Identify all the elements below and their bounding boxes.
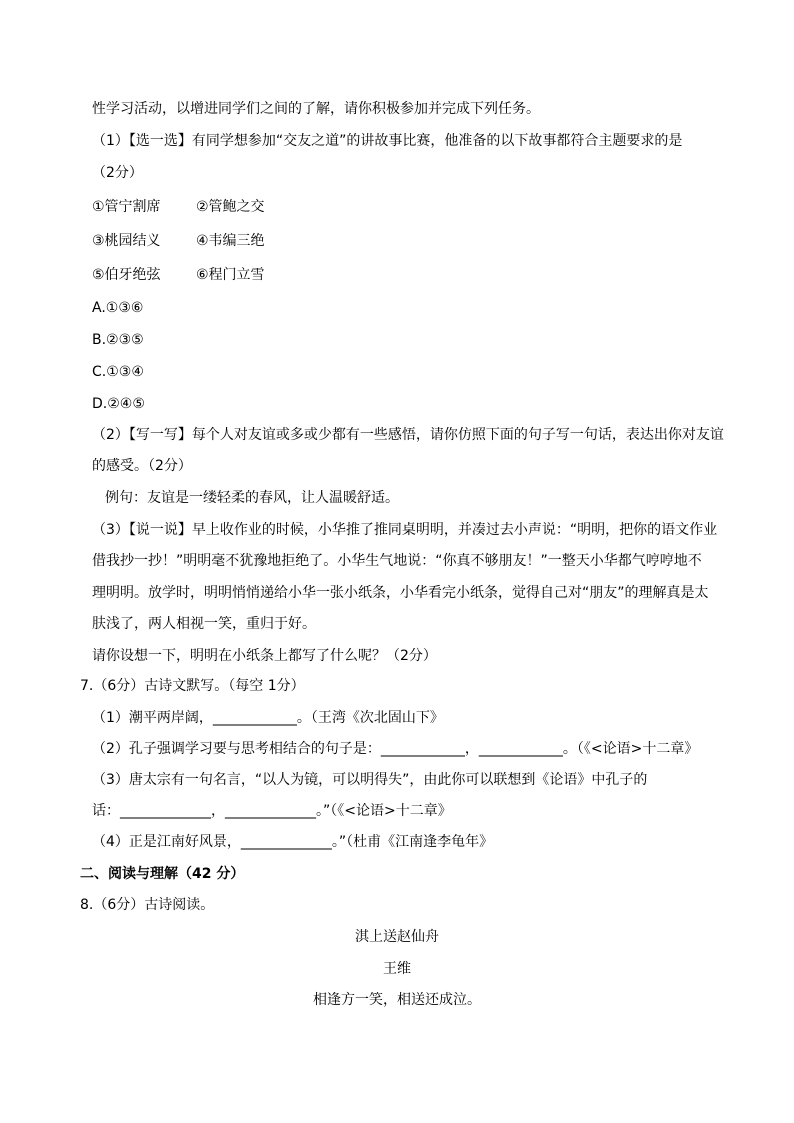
story-option-5: ⑤伯牙绝弦: [92, 267, 161, 283]
question-8-heading: 8.（6分）古诗阅读。: [80, 897, 215, 913]
question-3-line-3: 理明明。放学时，明明悄悄递给小华一张小纸条，小华看完小纸条，觉得自己对“朋友”的理解真是太: [92, 585, 709, 601]
question-7-item-4: （4）正是江南好风景，_____________。”（杜甫《江南逢李龟年》: [92, 834, 494, 850]
poem-author: 王维: [383, 961, 411, 977]
example-sentence: 例句：友谊是一缕轻柔的春风，让人温暖舒适。: [105, 490, 399, 506]
choice-d: D.②④⑤: [92, 396, 145, 412]
story-option-3: ③桃园结义: [92, 233, 161, 249]
question-7-heading: 7.（6分）古诗文默写。（每空 1分）: [80, 678, 305, 694]
choice-c: C.①③④: [92, 364, 144, 380]
question-2-line-2: 的感受。（2分）: [92, 458, 192, 474]
question-3-line-4: 肤浅了，两人相视一笑，重归于好。: [92, 616, 316, 632]
question-3-line-2: 借我抄一抄！”明明毫不犹豫地拒绝了。小华生气地说：“你真不够朋友！”一整天小华都气哼哼地不: [92, 553, 702, 569]
question-1-line-1: （1）【选一选】有同学想参加“交友之道”的讲故事比赛，他准备的以下故事都符合主题要求的是: [92, 133, 683, 149]
poem-line-1: 相逢方一笑，相送还成泣。: [313, 992, 481, 1008]
story-option-2: ②管鲍之交: [196, 199, 265, 215]
section-2-heading: 二、阅读与理解（42 分）: [80, 866, 245, 882]
story-option-6: ⑥程门立雪: [196, 267, 265, 283]
question-7-item-1: （1）潮平两岸阔，____________。（王湾《次北固山下》: [92, 710, 444, 726]
question-2-line-1: （2）【写一写】每个人对友谊或多或少都有一些感悟，请你仿照下面的句子写一句话，表达出你对友谊: [92, 427, 724, 443]
poem-title: 淇上送赵仙舟: [355, 929, 439, 945]
story-option-1: ①管宁割席: [92, 199, 161, 215]
question-3-line-5: 请你设想一下，明明在小纸条上都写了什么呢？（2分）: [92, 648, 437, 664]
intro-line: 性学习活动，以增进同学们之间的了解，请你积极参加并完成下列任务。: [92, 101, 540, 117]
question-3-line-1: （3）【说一说】早上收作业的时候，小华推了推同桌明明，并凑过去小声说：“明明，把你的语文作业: [92, 522, 718, 538]
question-1-line-2: （2分）: [92, 165, 143, 181]
choice-b: B.②③⑤: [92, 332, 144, 348]
choice-a: A.①③⑥: [92, 300, 144, 316]
question-7-item-2: （2）孔子强调学习要与思考相结合的句子是：____________，____________。（《<论语>十二章》: [92, 741, 699, 757]
question-7-item-3-line-1: （3）唐太宗有一句名言，“以人为镜，可以明得失”，由此你可以联想到《论语》中孔子的: [92, 772, 648, 788]
story-option-4: ④韦编三绝: [196, 233, 265, 249]
question-7-item-3-line-2: 话：_____________，_____________。”（《<论语>十二章》: [92, 803, 452, 819]
